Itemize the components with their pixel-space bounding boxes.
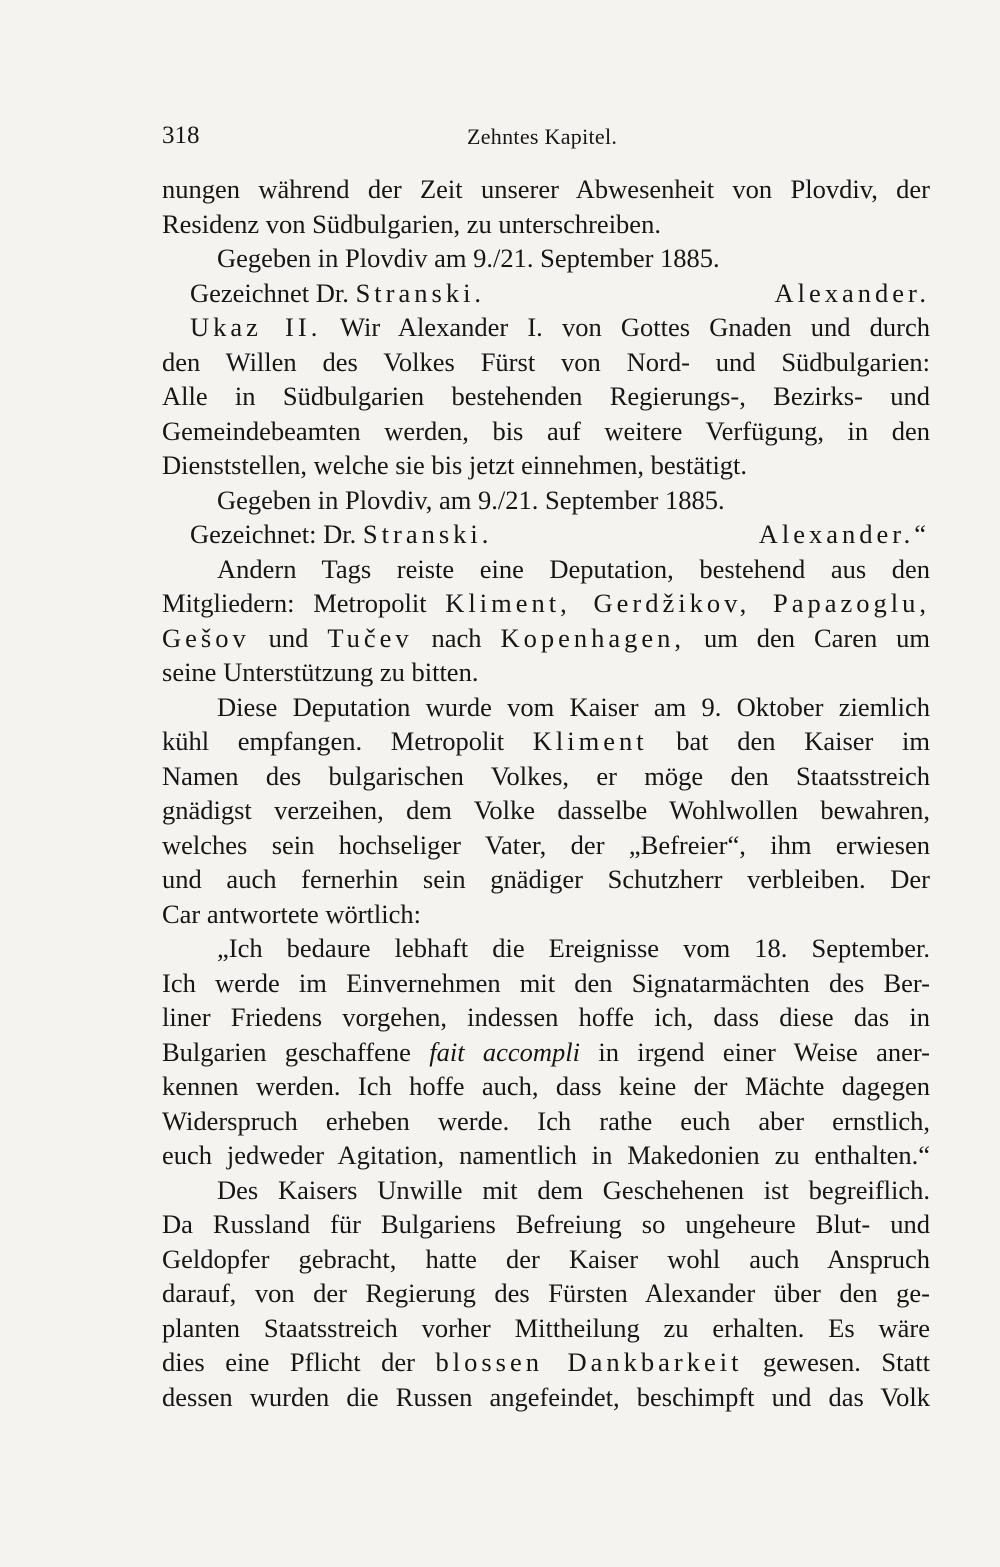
text-line: Diese Deputation wurde vom Kaiser am 9. Oktober ziemlich bbox=[217, 691, 930, 722]
quote-line: liner Friedens vorgehen, indessen hoffe ich, dass diese das in bbox=[162, 1002, 930, 1032]
text-line: den Willen des Volkes Fürst von Nord- und Südbulgarien: bbox=[162, 346, 930, 377]
quote-line: Ich werde im Einvernehmen mit den Signatarmächten des Ber- bbox=[162, 967, 930, 998]
page-body bbox=[162, 172, 930, 1414]
quote-line: „Ich bedaure lebhaft die Ereignisse vom 18. September. bbox=[217, 933, 930, 963]
signature-line bbox=[162, 517, 930, 552]
signature-left: Gezeichnet Dr. Stranski. bbox=[190, 277, 486, 308]
text-line: welches sein hochseliger Vater, der „Befreier“, ihm erwiesen bbox=[162, 829, 930, 860]
text-line: Alle in Südbulgarien bestehenden Regierungs-, Bezirks- und bbox=[162, 381, 930, 411]
quote-line: Bulgarien geschaffene fait accompli in irgend einer Weise aner- bbox=[162, 1036, 930, 1067]
text-line: Des Kaisers Unwille mit dem Geschehenen ist begreiflich. bbox=[217, 1174, 930, 1205]
running-title: Zehntes Kapitel. bbox=[467, 124, 618, 149]
text-line: planten Staatsstreich vorher Mittheilung zu erhalten. Es wäre bbox=[162, 1312, 930, 1343]
quote-line: euch jedweder Agitation, namentlich in Makedonien zu enthalten.“ bbox=[162, 1140, 930, 1170]
quote-line: kennen werden. Ich hoffe auch, dass keine der Mächte dagegen bbox=[162, 1071, 930, 1101]
signature-line bbox=[162, 276, 930, 311]
text-line: dessen wurden die Russen angefeindet, beschimpft und das Volk bbox=[162, 1381, 930, 1412]
text-line: Gemeindebeamten werden, bis auf weitere Verfügung, in den bbox=[162, 415, 930, 446]
text-line: Gešov und Tučev nach Kopenhagen, um den Caren um bbox=[162, 622, 931, 653]
text-line: dies eine Pflicht der blossen Dankbarkeit gewesen. Statt bbox=[162, 1347, 931, 1377]
text-line: kühl empfangen. Metropolit Kliment bat den Kaiser im bbox=[162, 726, 930, 756]
text-line: und auch fernerhin sein gnädiger Schutzherr verbleiben. Der bbox=[162, 864, 930, 894]
text-line: gnädigst verzeihen, dem Volke dasselbe Wohlwollen bewahren, bbox=[162, 795, 930, 825]
text-line: Car antwortete wörtlich: bbox=[162, 898, 422, 929]
signature-right: Alexander. bbox=[774, 277, 930, 308]
text-line: Mitgliedern: Metropolit Kliment, Gerdžikov, Papazoglu, bbox=[162, 588, 930, 618]
text-line: Da Russland für Bulgariens Befreiung so ungeheure Blut- und bbox=[162, 1209, 930, 1239]
signature-left: Gezeichnet: Dr. Stranski. bbox=[190, 519, 493, 549]
text-line: Residenz von Südbulgarien, zu unterschreiben. bbox=[162, 208, 661, 239]
text-line: Gegeben in Plovdiv am 9./21. September 1885. bbox=[217, 243, 720, 273]
text-line: Namen des bulgarischen Volkes, er möge den Staatsstreich bbox=[162, 760, 930, 791]
page-header bbox=[162, 122, 930, 158]
text-line: Gegeben in Plovdiv, am 9./21. September 1885. bbox=[217, 484, 725, 515]
text-line: nungen während der Zeit unserer Abwesenheit von Plovdiv, der bbox=[162, 174, 930, 204]
text-line: Dienststellen, welche sie bis jetzt einnehmen, bestätigt. bbox=[162, 450, 748, 480]
text-line: seine Unterstützung zu bitten. bbox=[162, 657, 479, 687]
text-line: Andern Tags reiste eine Deputation, bestehend aus den bbox=[217, 553, 930, 584]
page-number: 318 bbox=[162, 122, 200, 149]
text-line: Geldopfer gebracht, hatte der Kaiser wohl auch Anspruch bbox=[162, 1243, 930, 1274]
text-line: Ukaz II. Wir Alexander I. von Gottes Gnaden und durch bbox=[190, 312, 930, 342]
signature-right: Alexander.“ bbox=[758, 519, 930, 549]
text-line: darauf, von der Regierung des Fürsten Alexander über den ge- bbox=[162, 1278, 930, 1308]
quote-line: Widerspruch erheben werde. Ich rathe euch aber ernstlich, bbox=[162, 1105, 930, 1136]
